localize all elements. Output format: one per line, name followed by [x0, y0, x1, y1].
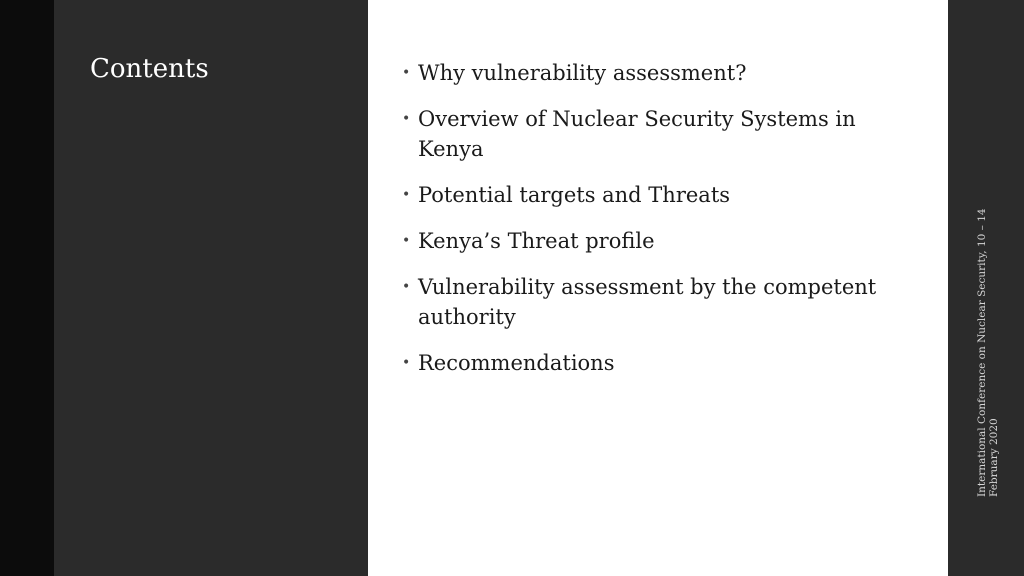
bullet-item-why-vulnerability-assessment: [402, 58, 902, 88]
bullet-item-threat-profile: [402, 226, 902, 256]
bullet-dot-icon: •: [402, 187, 411, 203]
bullet-item-recommendations: [402, 348, 902, 378]
footer-conference-text: International Conference on Nuclear Security, 10 – 14 February 2020: [976, 208, 1000, 497]
bullet-item-potential-targets: [402, 180, 902, 210]
bullet-text: Why vulnerability assessment?: [418, 61, 747, 85]
bullet-item-overview-nuclear-security: [402, 104, 902, 164]
bullet-dot-icon: •: [402, 111, 411, 127]
bullet-text: Overview of Nuclear Security Systems in Kenya: [418, 107, 856, 161]
slide-title: Contents: [90, 54, 209, 84]
bullet-dot-icon: •: [402, 355, 411, 371]
left-edge-strip: [0, 0, 54, 576]
bullet-item-competent-authority: [402, 272, 902, 332]
bullet-dot-icon: •: [402, 233, 411, 249]
bullet-text: Potential targets and Threats: [418, 183, 731, 207]
bullet-list: [402, 58, 902, 394]
bullet-text: Vulnerability assessment by the competent authority: [418, 275, 877, 329]
bullet-text: Recommendations: [418, 351, 615, 375]
bullet-text: Kenya’s Threat profile: [418, 229, 655, 253]
bullet-dot-icon: •: [402, 65, 411, 81]
content-area: [368, 0, 948, 576]
bullet-dot-icon: •: [402, 279, 411, 295]
title-panel: [54, 0, 368, 576]
